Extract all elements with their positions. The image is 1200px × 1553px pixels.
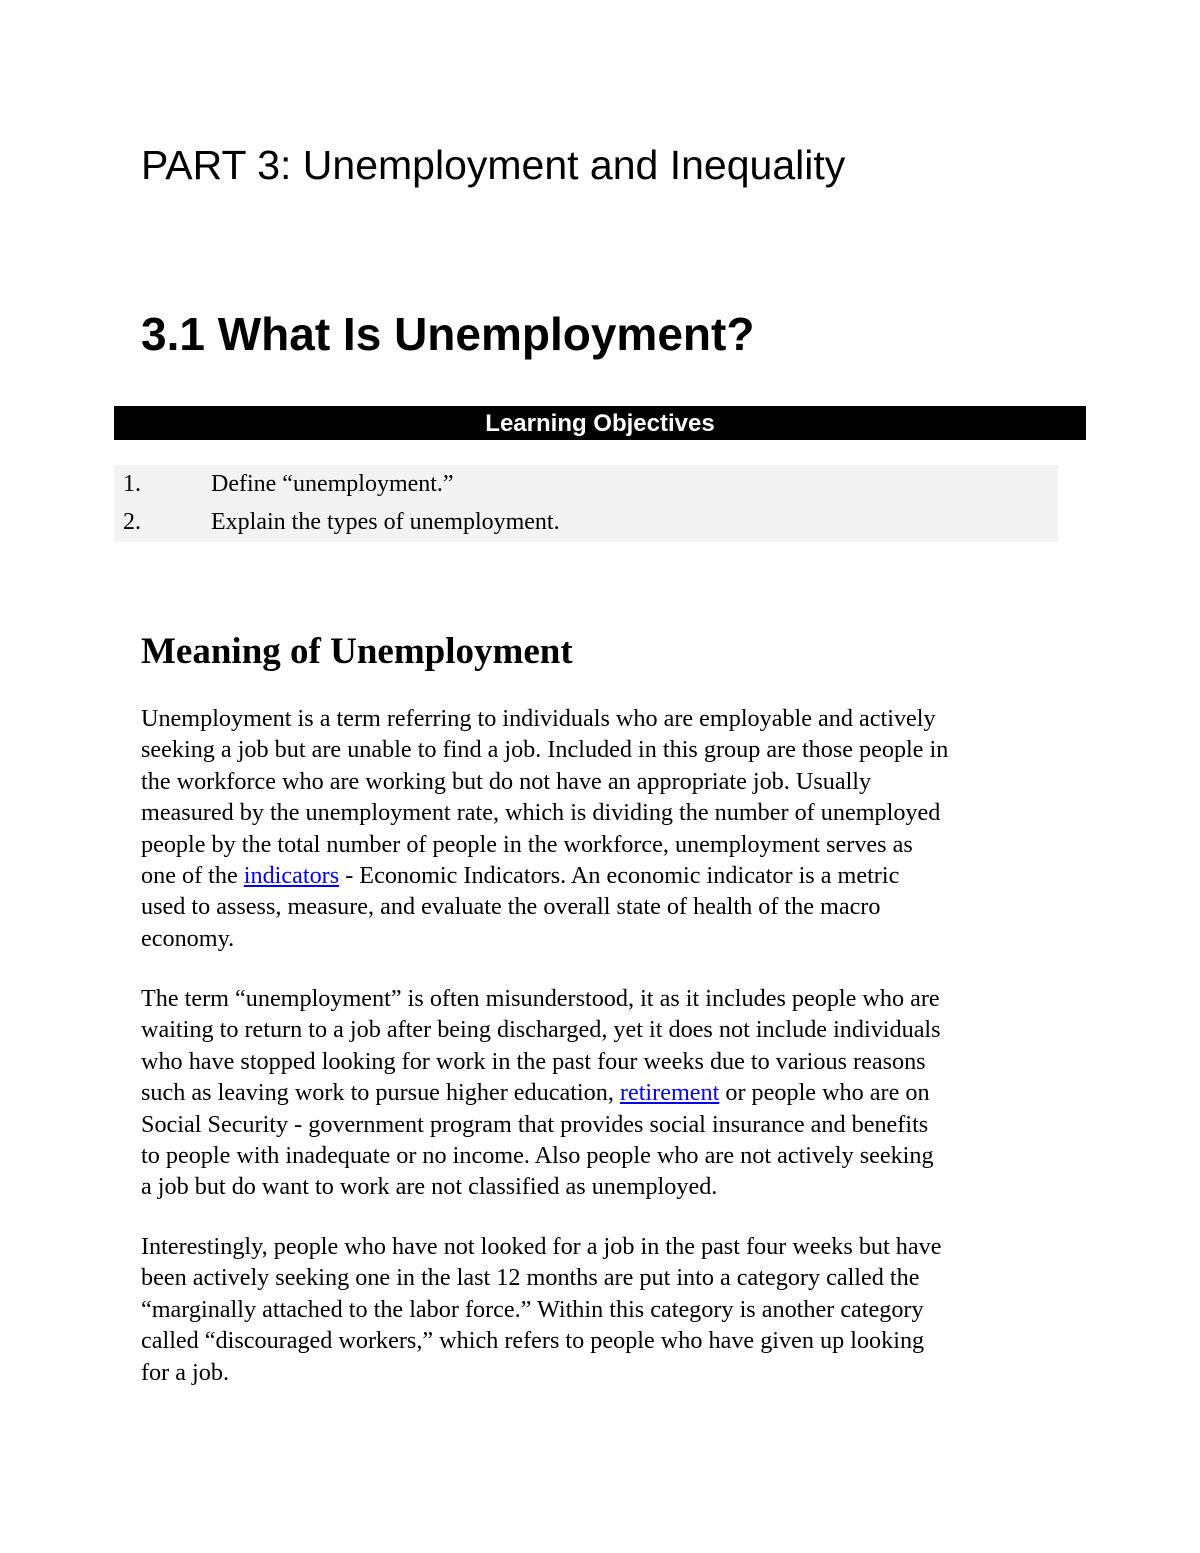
text-line: people by the total number of people in the workforce, unemployment serves as (141, 830, 913, 858)
text-line: measured by the unemployment rate, which is dividing the number of unemployed (141, 799, 941, 827)
text-line: Interestingly, people who have not looked for a job in the past four weeks but have (141, 1233, 942, 1260)
part-title: PART 3: Unemployment and Inequality (141, 142, 846, 188)
text-line: Unemployment is a term referring to individuals who are employable and actively (141, 705, 936, 732)
text-line: been actively seeking one in the last 12 months are put into a category called the (141, 1264, 920, 1292)
text-line: economy. (141, 924, 235, 952)
text-line: called “discouraged workers,” which refers to people who have given up looking (141, 1327, 925, 1355)
list-item-number: 1. (123, 471, 141, 497)
text-fragment: - Economic Indicators. An economic indicator is a metric (339, 862, 900, 890)
text-line: seeking a job but are unable to find a job. Included in this group are those people in (141, 736, 949, 764)
meaning-heading: Meaning of Unemployment (141, 631, 573, 672)
list-item-number: 2. (123, 509, 141, 535)
text-line: Social Security - government program that provides social insurance and benefits (141, 1110, 929, 1138)
text-line (141, 860, 1071, 891)
text-line: to people with inadequate or no income. Also people who are not actively seeking (141, 1142, 934, 1170)
section-title: 3.1 What Is Unemployment? (141, 308, 755, 360)
text-line: waiting to return to a job after being discharged, yet it does not include individuals (141, 1016, 941, 1044)
text-line: a job but do want to work are not classified as unemployed. (141, 1173, 718, 1201)
text-fragment: one of the (141, 862, 244, 890)
text-line: used to assess, measure, and evaluate the overall state of health of the macro (141, 893, 881, 921)
paragraph-definition (141, 703, 1071, 954)
text-line: The term “unemployment” is often misunderstood, it as it includes people who are (141, 985, 940, 1012)
text-line (141, 1077, 1071, 1108)
learning-objectives-header: Learning Objectives (114, 406, 1086, 440)
text-line: “marginally attached to the labor force.” Within this category is another category (141, 1295, 924, 1323)
text-line: for a job. (141, 1358, 229, 1386)
list-item-text: Define “unemployment.” (211, 471, 454, 497)
text-fragment: or people who are on (719, 1079, 930, 1107)
text-line: who have stopped looking for work in the past four weeks due to various reasons (141, 1047, 926, 1075)
learning-objectives-list (114, 465, 1058, 542)
list-item (114, 503, 1058, 541)
indicators-link[interactable]: indicators (243, 862, 340, 890)
paragraph-term (141, 983, 1071, 1203)
text-line: the workforce who are working but do not have an appropriate job. Usually (141, 767, 872, 795)
retirement-link[interactable]: retirement (619, 1079, 720, 1107)
list-item (114, 465, 1058, 503)
text-fragment: such as leaving work to pursue higher education, (141, 1079, 620, 1107)
list-item-text: Explain the types of unemployment. (211, 509, 560, 535)
paragraph-marginally-attached (141, 1231, 1071, 1388)
